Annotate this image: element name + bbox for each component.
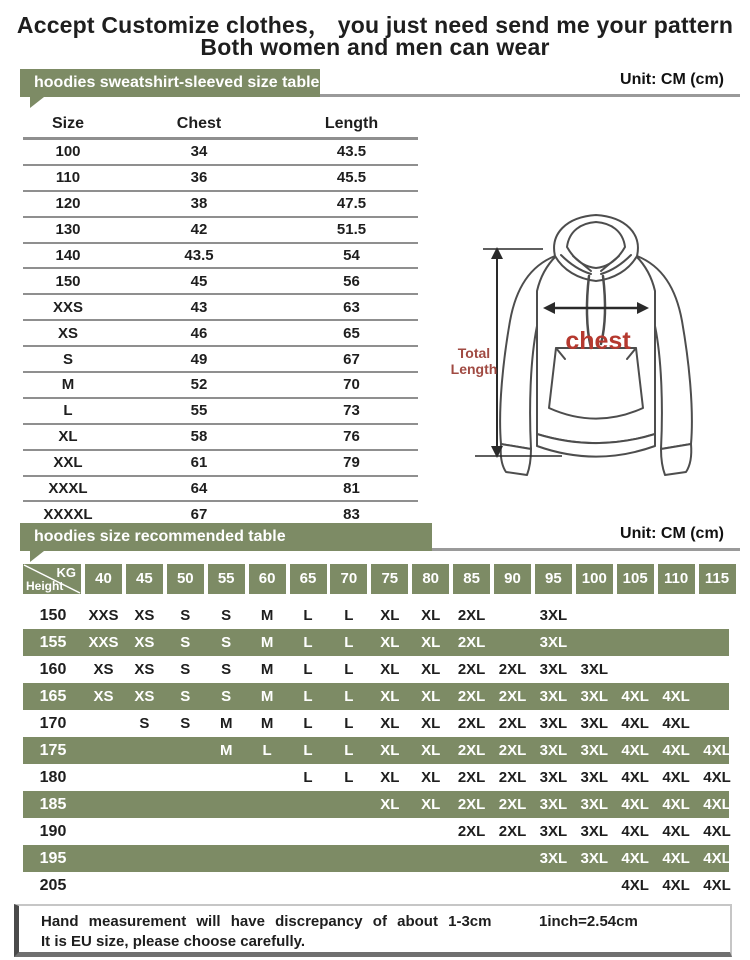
kg-header-cell: 90 xyxy=(494,564,531,594)
matrix-size-cell: 2XL xyxy=(457,607,486,624)
kg-header-cell: 40 xyxy=(85,564,122,594)
size-table-cell: 46 xyxy=(113,320,285,346)
size-table-row xyxy=(23,191,418,217)
matrix-size-cell: 3XL xyxy=(539,634,568,651)
size-table-cell: 120 xyxy=(23,191,113,217)
matrix-size-cell: 4XL xyxy=(662,823,690,840)
footer-inch-conversion: 1inch=2.54cm xyxy=(539,913,638,930)
matrix-size-cell: XL xyxy=(421,607,441,624)
matrix-size-cell: 4XL xyxy=(703,769,731,786)
size-table-row xyxy=(23,294,418,320)
hoodie-measurement-diagram xyxy=(440,196,750,488)
kg-header-cell: 80 xyxy=(412,564,449,594)
size-table-cell: 79 xyxy=(285,450,418,476)
kg-header-cell: 85 xyxy=(453,564,490,594)
matrix-size-cell: 2XL xyxy=(457,769,486,786)
matrix-size-cell: XS xyxy=(93,688,114,705)
matrix-row-height-label: 165 xyxy=(39,688,67,705)
matrix-size-cell: S xyxy=(180,715,191,732)
size-table-cell: 67 xyxy=(113,501,285,527)
matrix-size-cell: 3XL xyxy=(580,850,609,867)
kg-corner-label: KG xyxy=(56,565,76,580)
matrix-size-cell: 3XL xyxy=(539,661,568,678)
matrix-row-height-label: 185 xyxy=(39,796,67,813)
matrix-size-cell: 2XL xyxy=(457,742,486,759)
matrix-size-cell: 4XL xyxy=(703,796,731,813)
size-table-cell: 45.5 xyxy=(285,165,418,191)
size-table-cell: 43.5 xyxy=(113,243,285,269)
matrix-size-cell: XL xyxy=(380,688,400,705)
matrix-size-cell: 2XL xyxy=(457,796,486,813)
kg-header-cell: 70 xyxy=(330,564,367,594)
kg-header-cell: 55 xyxy=(208,564,245,594)
matrix-size-cell: 3XL xyxy=(539,688,568,705)
size-table-cell: XL xyxy=(23,424,113,450)
section2-header-tail xyxy=(30,551,44,562)
page-title-line1: Accept Customize clothes， you just need send me your pattern xyxy=(16,12,734,38)
matrix-size-cell: 4XL xyxy=(703,823,731,840)
size-table-body xyxy=(23,139,418,528)
matrix-size-cell: XS xyxy=(93,661,114,678)
size-table-cell: 63 xyxy=(285,294,418,320)
section1-unit-label: Unit: CM (cm) xyxy=(620,71,724,88)
size-table-cell: 49 xyxy=(113,346,285,372)
size-table-cell: 70 xyxy=(285,372,418,398)
size-table-cell: 150 xyxy=(23,268,113,294)
size-table-cell: 83 xyxy=(285,501,418,527)
matrix-size-cell: 3XL xyxy=(539,607,568,624)
matrix-size-cell: 2XL xyxy=(498,661,527,678)
size-table-row xyxy=(23,372,418,398)
matrix-size-cell: XL xyxy=(421,661,441,678)
matrix-size-cell: 4XL xyxy=(662,688,690,705)
kg-header-cell: 75 xyxy=(371,564,408,594)
matrix-size-cell: 3XL xyxy=(539,769,568,786)
matrix-size-cell: XL xyxy=(380,715,400,732)
size-column-header: Size xyxy=(23,111,113,139)
matrix-size-cell: L xyxy=(344,715,354,732)
footer-note-box xyxy=(14,904,732,957)
matrix-size-cell: 3XL xyxy=(580,769,609,786)
matrix-row-height-label: 205 xyxy=(39,877,67,894)
size-table-row xyxy=(23,165,418,191)
matrix-size-cell: 2XL xyxy=(457,715,486,732)
size-table-cell: 52 xyxy=(113,372,285,398)
matrix-size-cell: 3XL xyxy=(580,688,609,705)
size-table-row xyxy=(23,476,418,502)
size-table-row xyxy=(23,320,418,346)
size-table-row xyxy=(23,217,418,243)
matrix-size-cell: M xyxy=(219,715,233,732)
matrix-row xyxy=(23,818,729,845)
kg-header-cell: 115 xyxy=(699,564,736,594)
size-table-cell: XXXXL xyxy=(23,501,113,527)
matrix-size-cell: S xyxy=(180,607,191,624)
matrix-size-cell: XS xyxy=(134,634,155,651)
matrix-row-height-label: 150 xyxy=(39,607,67,624)
size-table-cell: 61 xyxy=(113,450,285,476)
matrix-size-cell: M xyxy=(260,661,274,678)
matrix-size-cell: S xyxy=(180,661,191,678)
size-table-cell: 67 xyxy=(285,346,418,372)
matrix-size-cell: S xyxy=(221,688,232,705)
matrix-size-cell: L xyxy=(303,607,313,624)
matrix-row-height-label: 175 xyxy=(39,742,67,759)
chest-column-header: Chest xyxy=(113,111,285,139)
matrix-row xyxy=(23,629,729,656)
matrix-size-cell: 4XL xyxy=(621,715,649,732)
matrix-size-cell: L xyxy=(303,661,313,678)
size-table-row xyxy=(23,424,418,450)
size-table-cell: M xyxy=(23,372,113,398)
matrix-row xyxy=(23,737,729,764)
section1-header-tail xyxy=(30,97,44,108)
matrix-size-cell: XL xyxy=(380,634,400,651)
length-column-header: Length xyxy=(285,111,418,139)
kg-header-cell: 50 xyxy=(167,564,204,594)
matrix-size-cell: XXS xyxy=(88,634,119,651)
matrix-row xyxy=(23,791,729,818)
size-table-cell: 130 xyxy=(23,217,113,243)
matrix-size-cell: M xyxy=(219,742,233,759)
matrix-size-cell: 3XL xyxy=(539,742,568,759)
size-table-cell: 55 xyxy=(113,398,285,424)
size-table-cell: XXL xyxy=(23,450,113,476)
kg-header-cell: 65 xyxy=(290,564,327,594)
size-table-cell: 81 xyxy=(285,476,418,502)
matrix-row-height-label: 160 xyxy=(39,661,67,678)
matrix-size-cell: 4XL xyxy=(621,823,649,840)
matrix-size-cell: 2XL xyxy=(457,634,486,651)
matrix-size-cell: S xyxy=(139,715,150,732)
kg-header-cell: 100 xyxy=(576,564,613,594)
matrix-size-cell: XL xyxy=(421,715,441,732)
matrix-row-height-label: 195 xyxy=(39,850,67,867)
size-table-cell: 36 xyxy=(113,165,285,191)
matrix-size-cell: 2XL xyxy=(457,823,486,840)
matrix-size-cell: 4XL xyxy=(662,769,690,786)
matrix-size-cell: XS xyxy=(134,607,155,624)
size-table-row xyxy=(23,450,418,476)
matrix-size-cell: 2XL xyxy=(498,742,527,759)
size-table-cell: 43 xyxy=(113,294,285,320)
size-table-cell: XS xyxy=(23,320,113,346)
kg-header-cell: 60 xyxy=(249,564,286,594)
chest-label: chest xyxy=(565,327,631,355)
matrix-size-cell: 3XL xyxy=(539,796,568,813)
size-table-cell: 76 xyxy=(285,424,418,450)
matrix-size-cell: 3XL xyxy=(580,796,609,813)
kg-height-corner-cell xyxy=(23,564,81,594)
footer-eu-size-note: It is EU size, please choose carefully. xyxy=(41,933,306,950)
height-corner-label: Height xyxy=(26,579,64,593)
matrix-size-cell: M xyxy=(260,634,274,651)
matrix-size-cell: 4XL xyxy=(703,850,731,867)
footer-discrepancy-note: Hand measurement will have discrepancy of about 1-3cm xyxy=(41,913,492,930)
size-table-cell: 38 xyxy=(113,191,285,217)
matrix-size-cell: XXS xyxy=(88,607,119,624)
size-table-cell: 54 xyxy=(285,243,418,269)
matrix-size-cell: S xyxy=(221,661,232,678)
matrix-size-cell: XL xyxy=(421,634,441,651)
kg-header-cell: 105 xyxy=(617,564,654,594)
size-table-header-row xyxy=(23,111,418,139)
matrix-row xyxy=(23,764,729,791)
matrix-size-cell: XL xyxy=(380,769,400,786)
matrix-size-cell: 3XL xyxy=(580,823,609,840)
matrix-size-cell: L xyxy=(303,688,313,705)
matrix-size-cell: L xyxy=(344,769,354,786)
total-length-label-line1: Total xyxy=(457,345,491,361)
matrix-size-cell: 2XL xyxy=(498,796,527,813)
section1-header-bar xyxy=(20,69,320,97)
matrix-size-cell: 3XL xyxy=(580,661,609,678)
size-table-cell: 73 xyxy=(285,398,418,424)
matrix-size-cell: 2XL xyxy=(457,661,486,678)
matrix-size-cell: L xyxy=(344,607,354,624)
size-table-cell: XXXL xyxy=(23,476,113,502)
kg-header-cell: 95 xyxy=(535,564,572,594)
matrix-row-height-label: 170 xyxy=(39,715,67,732)
section1-header-label: hoodies sweatshirt-sleeved size table xyxy=(34,74,320,91)
matrix-size-cell: 2XL xyxy=(498,769,527,786)
size-table-cell: 45 xyxy=(113,268,285,294)
matrix-size-cell: XS xyxy=(134,688,155,705)
section2-unit-label: Unit: CM (cm) xyxy=(620,525,724,542)
kg-header-cell: 110 xyxy=(658,564,695,594)
kg-header-cell: 45 xyxy=(126,564,163,594)
matrix-size-cell: 2XL xyxy=(498,688,527,705)
matrix-size-cell: XL xyxy=(380,607,400,624)
section2-header-label: hoodies size recommended table xyxy=(34,528,286,545)
matrix-size-cell: 4XL xyxy=(621,850,649,867)
matrix-size-cell: L xyxy=(344,688,354,705)
size-table xyxy=(23,111,418,528)
size-table-row xyxy=(23,139,418,165)
matrix-size-cell: 3XL xyxy=(539,850,568,867)
size-table-row xyxy=(23,398,418,424)
matrix-size-cell: S xyxy=(221,607,232,624)
matrix-row-height-label: 190 xyxy=(39,823,67,840)
matrix-size-cell: 4XL xyxy=(621,769,649,786)
kg-header-row xyxy=(0,564,750,594)
matrix-size-cell: XL xyxy=(380,796,400,813)
matrix-size-cell: 4XL xyxy=(621,877,649,894)
matrix-row xyxy=(23,683,729,710)
size-table-cell: 110 xyxy=(23,165,113,191)
matrix-size-cell: 4XL xyxy=(703,877,731,894)
matrix-size-cell: XL xyxy=(421,796,441,813)
matrix-size-cell: L xyxy=(344,661,354,678)
page-title-line2: Both women and men can wear xyxy=(200,34,550,60)
matrix-size-cell: L xyxy=(303,742,313,759)
size-table-cell: XXS xyxy=(23,294,113,320)
size-table-cell: S xyxy=(23,346,113,372)
matrix-row xyxy=(23,872,729,899)
size-table-cell: 140 xyxy=(23,243,113,269)
matrix-size-cell: 4XL xyxy=(703,742,731,759)
matrix-size-cell: 3XL xyxy=(539,715,568,732)
matrix-size-cell: L xyxy=(262,742,272,759)
total-length-label-line2: Length xyxy=(450,361,498,377)
matrix-size-cell: 4XL xyxy=(662,877,690,894)
matrix-row xyxy=(23,845,729,872)
matrix-size-cell: L xyxy=(303,634,313,651)
matrix-size-cell: M xyxy=(260,715,274,732)
matrix-size-cell: XL xyxy=(421,742,441,759)
matrix-row xyxy=(23,710,729,737)
matrix-size-cell: 2XL xyxy=(498,823,527,840)
size-table-row xyxy=(23,243,418,269)
size-table-cell: 47.5 xyxy=(285,191,418,217)
matrix-size-cell: L xyxy=(344,634,354,651)
size-table-cell: 51.5 xyxy=(285,217,418,243)
matrix-size-cell: XS xyxy=(134,661,155,678)
matrix-size-cell: S xyxy=(180,634,191,651)
matrix-size-cell: 4XL xyxy=(621,742,649,759)
matrix-size-cell: 2XL xyxy=(498,715,527,732)
matrix-size-cell: 3XL xyxy=(580,742,609,759)
matrix-size-cell: 4XL xyxy=(662,742,690,759)
matrix-size-cell: 3XL xyxy=(580,715,609,732)
size-table-cell: 34 xyxy=(113,139,285,165)
matrix-size-cell: 4XL xyxy=(621,796,649,813)
matrix-row xyxy=(23,656,729,683)
matrix-size-cell: M xyxy=(260,607,274,624)
size-table-cell: 65 xyxy=(285,320,418,346)
matrix-row xyxy=(23,602,729,629)
matrix-size-cell: 2XL xyxy=(457,688,486,705)
matrix-size-cell: L xyxy=(303,715,313,732)
size-table-row xyxy=(23,268,418,294)
size-table-cell: L xyxy=(23,398,113,424)
matrix-size-cell: M xyxy=(260,688,274,705)
matrix-size-cell: 4XL xyxy=(662,715,690,732)
size-table-cell: 58 xyxy=(113,424,285,450)
matrix-row-height-label: 180 xyxy=(39,769,67,786)
size-table-cell: 43.5 xyxy=(285,139,418,165)
matrix-size-cell: L xyxy=(303,769,313,786)
matrix-size-cell: S xyxy=(180,688,191,705)
size-table-cell: 64 xyxy=(113,476,285,502)
matrix-size-cell: XL xyxy=(421,769,441,786)
matrix-row-height-label: 155 xyxy=(39,634,67,651)
matrix-size-cell: 4XL xyxy=(662,850,690,867)
size-table-row xyxy=(23,346,418,372)
matrix-size-cell: L xyxy=(344,742,354,759)
matrix-size-cell: 4XL xyxy=(662,796,690,813)
matrix-size-cell: XL xyxy=(380,742,400,759)
section2-header-bar xyxy=(20,523,432,551)
size-table-cell: 42 xyxy=(113,217,285,243)
matrix-size-cell: 3XL xyxy=(539,823,568,840)
matrix-size-cell: S xyxy=(221,634,232,651)
matrix-size-cell: XL xyxy=(421,688,441,705)
size-table-cell: 100 xyxy=(23,139,113,165)
matrix-size-cell: 4XL xyxy=(621,688,649,705)
matrix-size-cell: XL xyxy=(380,661,400,678)
size-table-cell: 56 xyxy=(285,268,418,294)
